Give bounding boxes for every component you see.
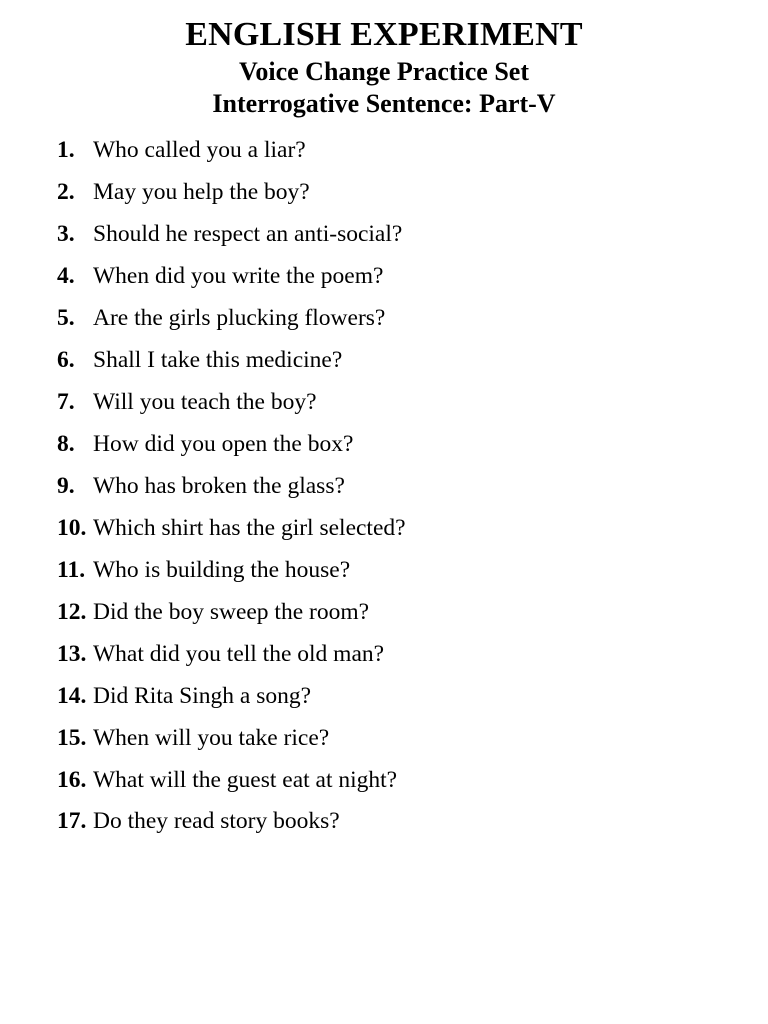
question-text: Who has broken the glass? [93,472,345,499]
question-text: Who is building the house? [93,556,351,583]
question-number: 2. [57,179,75,206]
question-text: Did the boy sweep the room? [93,598,370,625]
question-text: May you help the boy? [93,179,310,206]
question-item [57,549,406,591]
question-item [57,633,406,675]
question-text: When did you write the poem? [93,263,384,290]
question-list [57,130,406,843]
question-number: 5. [57,305,75,332]
question-number: 6. [57,347,75,374]
section-heading: Interrogative Sentence: Part-V [212,89,556,118]
question-item [57,214,406,256]
question-text: Who called you a liar? [93,137,306,164]
question-number: 12. [57,598,87,625]
document-title: ENGLISH EXPERIMENT [185,16,583,53]
document-header [0,14,768,120]
question-number: 4. [57,263,75,290]
question-item [57,466,406,508]
question-number: 1. [57,137,75,164]
question-text: Did Rita Singh a song? [93,682,312,709]
question-text: Are the girls plucking flowers? [93,305,386,332]
question-number: 9. [57,472,75,499]
question-item [57,298,406,340]
question-item [57,172,406,214]
document-subtitle: Voice Change Practice Set [238,57,529,86]
question-item [57,675,406,717]
question-item [57,424,406,466]
question-text: What did you tell the old man? [93,640,385,667]
question-item [57,256,406,298]
question-item [57,801,406,843]
question-number: 8. [57,431,75,458]
question-text: What will the guest eat at night? [93,766,398,793]
question-text: When will you take rice? [93,724,330,751]
question-item [57,340,406,382]
question-number: 17. [57,808,87,835]
question-number: 13. [57,640,87,667]
question-item [57,130,406,172]
question-text: Shall I take this medicine? [93,347,343,374]
question-text: Should he respect an anti-social? [93,221,403,248]
question-number: 15. [57,724,87,751]
question-text: Do they read story books? [93,808,340,835]
question-text: How did you open the box? [93,431,354,458]
question-number: 7. [57,389,75,416]
question-number: 16. [57,766,87,793]
question-item [57,717,406,759]
question-item [57,759,406,801]
question-number: 11. [57,556,86,583]
question-item [57,507,406,549]
question-item [57,382,406,424]
question-text: Which shirt has the girl selected? [93,514,406,541]
question-number: 3. [57,221,75,248]
question-item [57,591,406,633]
question-number: 14. [57,682,87,709]
question-number: 10. [57,514,87,541]
question-text: Will you teach the boy? [93,389,317,416]
